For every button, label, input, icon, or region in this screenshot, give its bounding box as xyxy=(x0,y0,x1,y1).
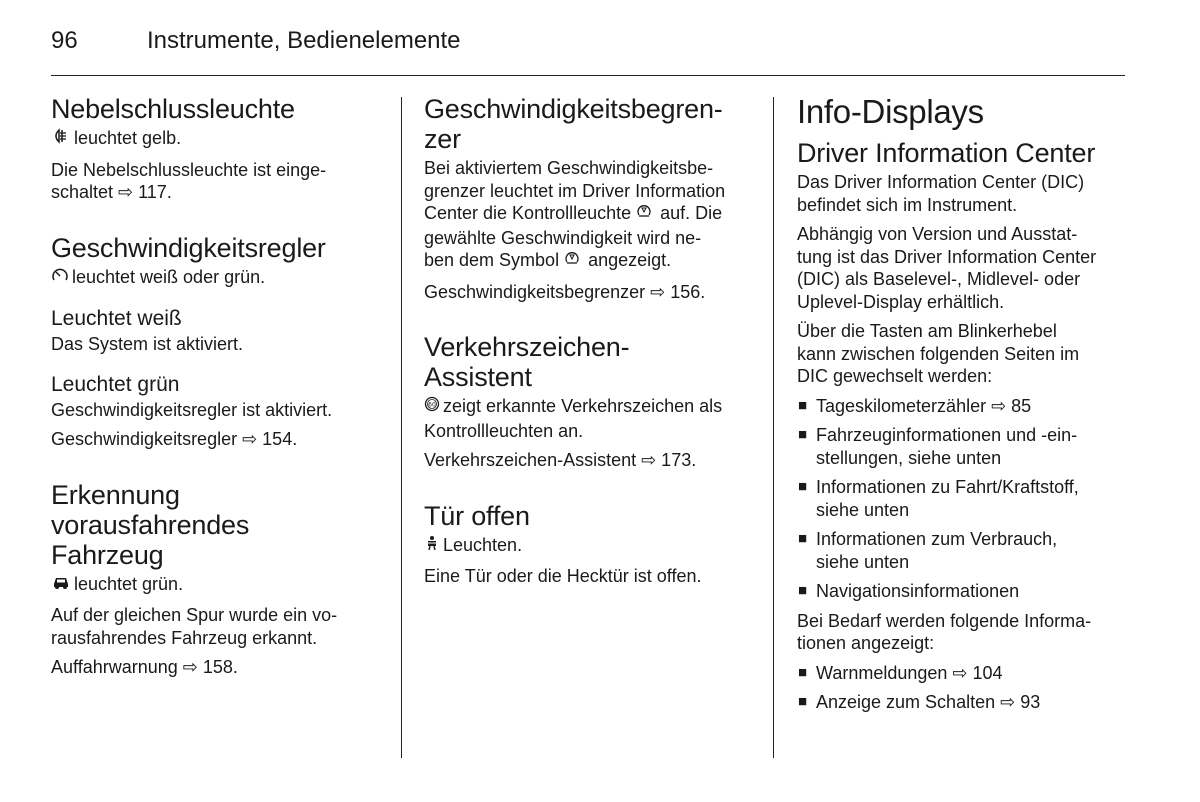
chapter-title: Info-Displays xyxy=(797,93,984,130)
list-item: ■ Fahrzeuginformationen und -ein- stellungen, siehe unten xyxy=(798,425,1078,468)
section-heading: Erkennung vorausfahrendes Fahrzeug xyxy=(51,479,250,570)
list-item: ■ Warnmeldungen ⇨ 104 xyxy=(798,662,1003,683)
list-item: ■ Anzeige zum Schalten ⇨ 93 xyxy=(798,692,1041,712)
column-2: Geschwindigkeitsbegren- zer Bei aktiviertem Geschwindigkeitsbe- grenzer leuchtet im Driver Information Center die Kontrollleuchte auf. Die gewählte Geschwindigkeit wird ne- ben dem Symbol angezeigt. Geschwindigkeitsbegrenzer ⇨ 156. Verkehrszeichen- Assistent 60 zeigt erkannte Verkehrszeichen als Kontrollleuchten an. Verkehrszeichen-Assistent ⇨ 173. Tür offen Leuchten. Eine Tür oder die Hecktür ist offen. xyxy=(424,94,759,595)
list-item: ■ Informationen zu Fahrt/Kraftstoff, siehe unten xyxy=(798,477,1079,520)
message-list xyxy=(797,662,1132,714)
cross-reference: Auffahrwarnung ⇨ 158. xyxy=(51,657,238,677)
section-heading: Nebelschlussleuchte xyxy=(51,94,295,124)
section-heading: Tür offen xyxy=(424,500,530,531)
vehicle-ahead-icon xyxy=(51,574,71,598)
list-item: ■ Tageskilometerzähler ⇨ 85 xyxy=(798,395,1032,416)
section-heading: Geschwindigkeitsbegren- zer xyxy=(424,94,723,154)
page-header xyxy=(51,26,461,56)
section-heading: Verkehrszeichen- Assistent xyxy=(424,332,630,392)
cross-reference: Verkehrszeichen-Assistent ⇨ 173. xyxy=(424,450,697,470)
page-list xyxy=(797,395,1132,603)
page-title: Instrumente, Bedienelemente xyxy=(147,27,461,54)
list-item: ■ Navigationsinformationen xyxy=(798,581,1020,601)
sub-heading: Leuchtet grün xyxy=(51,372,180,396)
column-divider xyxy=(401,97,402,758)
page-number: 96 xyxy=(51,27,78,54)
cross-reference: Geschwindigkeitsbegrenzer ⇨ 156. xyxy=(424,281,706,302)
cross-reference: Geschwindigkeitsregler ⇨ 154. xyxy=(51,429,298,449)
header-rule xyxy=(51,75,1125,76)
column-1: Nebelschlussleuchte leuchtet gelb. Die Nebelschlussleuchte ist einge- schaltet ⇨ 117. Geschwindigkeitsregler leuchtet weiß oder grün. Leuchtet weiß Das System ist aktiviert. Leuchtet grün Geschwindigkeitsregler ist aktiviert. Geschwindigkeitsregler ⇨ 154. Erkennung vorausfahrendes Fahrzeug leuchtet grün. Auf der gleichen Spur wurde ein vo- rausfahrendes Fahrzeug erkannt. Auffahrwarnung ⇨ 158. xyxy=(51,94,381,686)
speed-limiter-icon xyxy=(564,250,580,274)
section-heading: Driver Information Center xyxy=(797,138,1096,168)
list-item: ■ Informationen zum Verbrauch, siehe unten xyxy=(798,529,1058,572)
column-divider xyxy=(773,97,774,758)
traffic-sign-icon xyxy=(424,396,440,420)
rear-fog-light-icon xyxy=(51,128,71,152)
svg-text:60: 60 xyxy=(428,401,436,409)
column-3: Info-Displays Driver Information Center Das Driver Information Center (DIC) befindet sich im Instrument. Abhängig von Version und Ausstat- tung ist das Driver Information Center (DIC) als Baselevel-, Midlevel- oder Uplevel-Display erhältlich. Über die Tasten am Blinkerhebel kann zwischen folgenden Seiten im DIC gewechselt werden: ■ Tageskilometerzähler ⇨ 85 ■ Fahrzeuginformationen und -ein- stellungen, siehe unten ■ Informationen zu Fahrt/Kraftstoff, siehe unten ■ Informationen zum Verbrauch, siehe unten ■ Navigationsinformationen Bei Bedarf werden folgende Informa- tionen angezeigt: ■ Warnmeldungen ⇨ 104 ■ Anzeige zum Schalten ⇨ 93 xyxy=(797,94,1132,721)
section-heading: Geschwindigkeitsregler xyxy=(51,232,326,263)
cruise-control-icon xyxy=(51,267,69,291)
sub-heading: Leuchtet weiß xyxy=(51,307,182,330)
speed-limiter-icon xyxy=(636,203,652,227)
door-open-icon xyxy=(424,535,440,559)
